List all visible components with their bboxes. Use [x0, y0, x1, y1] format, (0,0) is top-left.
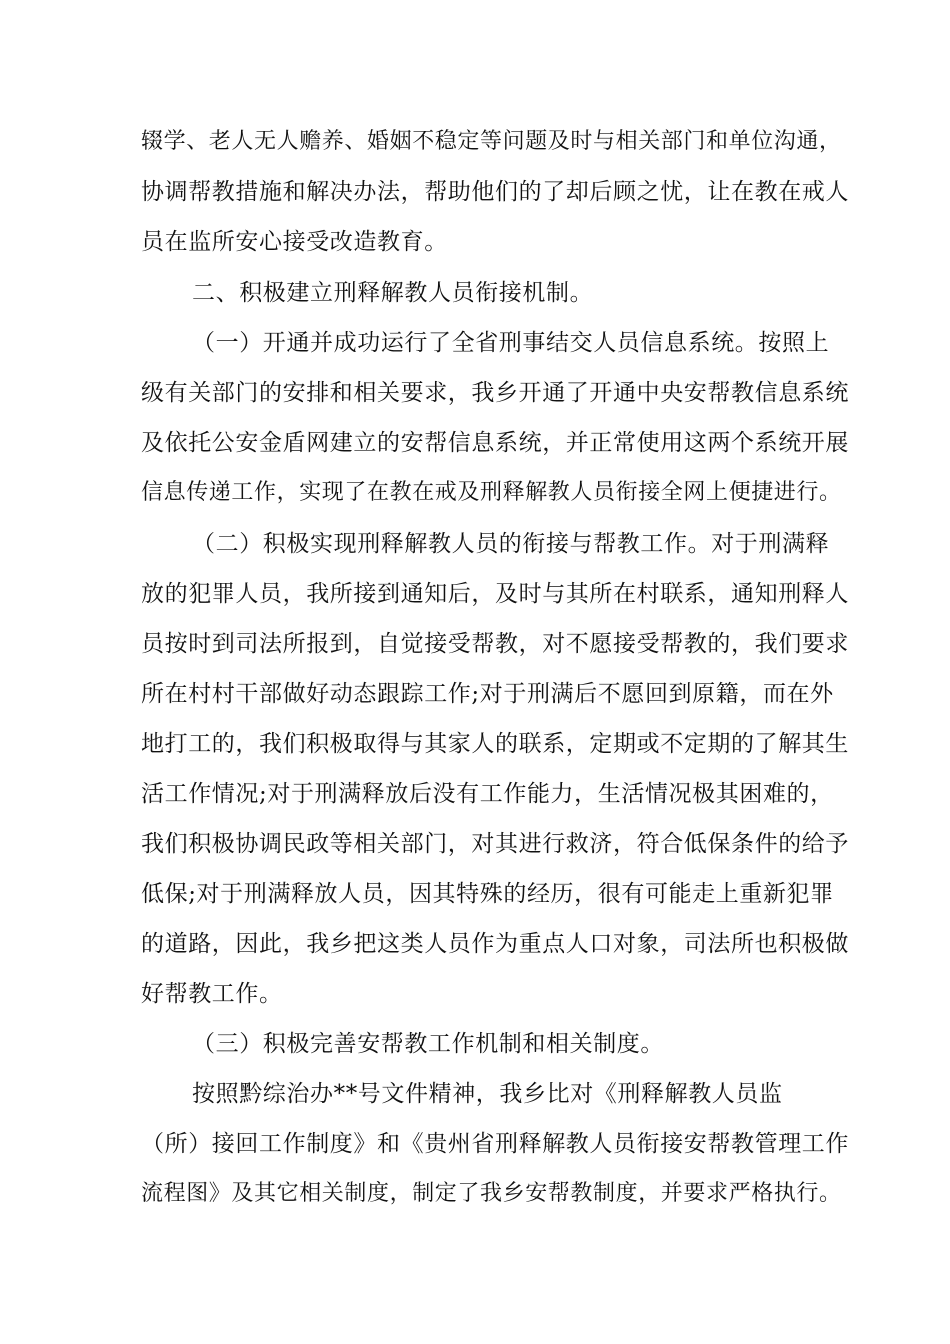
text-line: 所在村村干部做好动态跟踪工作;对于刑满后不愿回到原籍，而在外 — [141, 681, 834, 707]
text-line: 流程图》及其它相关制度，制定了我乡安帮教制度，并要求严格执行。 — [141, 1181, 842, 1206]
text-line: 员在监所安心接受改造教育。 — [141, 229, 448, 255]
subsection-heading: （二）积极实现刑释解教人员的衔接与帮教工作。对于刑满释 — [192, 531, 830, 557]
text-line: 低保;对于刑满释放人员，因其特殊的经历，很有可能走上重新犯罪 — [141, 881, 834, 907]
text-line: 按照黔综治办**号文件精神，我乡比对《刑释解教人员监 — [192, 1081, 783, 1107]
text-line: 信息传递工作，实现了在教在戒及刑释解教人员衔接全网上便捷进行。 — [141, 480, 842, 505]
text-line: 我们积极协调民政等相关部门，对其进行救济，符合低保条件的给予 — [141, 831, 849, 857]
text-line: 活工作情况;对于刑满释放后没有工作能力，生活情况极其困难的， — [141, 781, 834, 807]
subsection-heading: （一）开通并成功运行了全省刑事结交人员信息系统。按照上 — [192, 330, 830, 356]
text-line: 及依托公安金盾网建立的安帮信息系统，并正常使用这两个系统开展 — [141, 430, 849, 456]
text-line: 辍学、老人无人赡养、婚姻不稳定等问题及时与相关部门和单位沟通， — [141, 129, 842, 154]
section-heading: 二、积极建立刑释解教人员衔接机制。 — [192, 280, 594, 306]
text-line: 好帮教工作。 — [141, 981, 283, 1007]
text-line: 协调帮教措施和解决办法，帮助他们的了却后顾之忧，让在教在戒人 — [141, 179, 849, 205]
text-line: 的道路，因此，我乡把这类人员作为重点人口对象，司法所也积极做 — [141, 931, 849, 957]
text-line: 放的犯罪人员，我所接到通知后，及时与其所在村联系，通知刑释人 — [141, 581, 849, 607]
text-line: 级有关部门的安排和相关要求，我乡开通了开通中央安帮教信息系统 — [141, 380, 849, 406]
text-line: （所）接回工作制度》和《贵州省刑释解教人员衔接安帮教管理工作 — [141, 1131, 849, 1157]
text-line: 地打工的，我们积极取得与其家人的联系，定期或不定期的了解其生 — [141, 731, 849, 757]
text-line: 员按时到司法所报到，自觉接受帮教，对不愿接受帮教的，我们要求 — [141, 631, 849, 657]
subsection-heading: （三）积极完善安帮教工作机制和相关制度。 — [192, 1031, 664, 1057]
